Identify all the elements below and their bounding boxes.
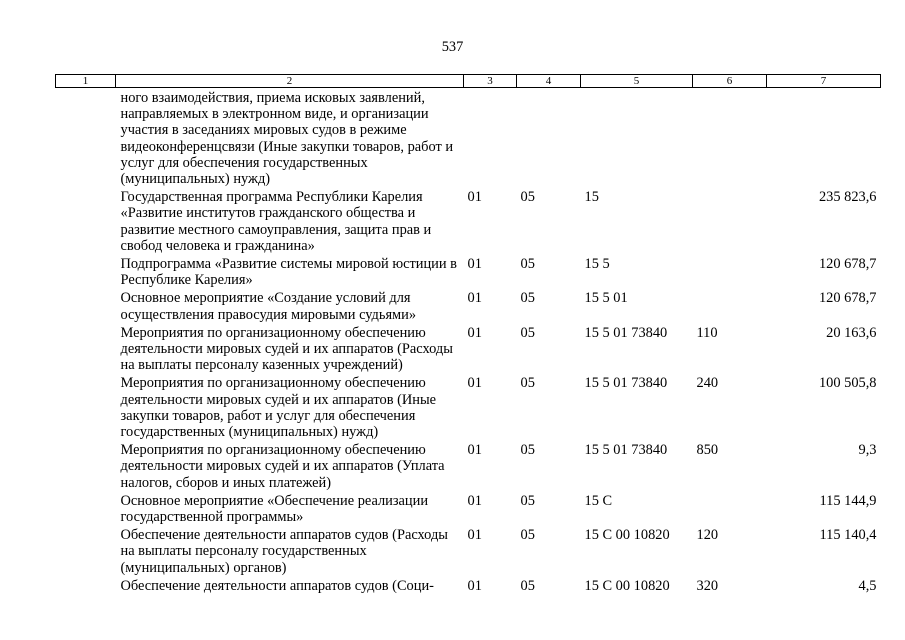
cell-subsection: 05 bbox=[520, 527, 535, 544]
cell-section: 01 bbox=[467, 290, 482, 307]
cell-subsection: 05 bbox=[520, 375, 535, 392]
cell-col-1 bbox=[56, 525, 116, 576]
cell-description: Государственная программа Республики Карелия «Развитие институтов гражданского общества и развитие местного самоуправления, защита прав и свобод человека и гражданина» bbox=[120, 189, 432, 254]
cell-expense-type bbox=[693, 254, 767, 288]
cell-expense-type bbox=[693, 187, 767, 254]
cell-amount: 120 678,7 bbox=[818, 256, 877, 273]
cell-expense-type bbox=[693, 491, 767, 525]
table-row bbox=[56, 323, 881, 374]
cell-amount: 115 144,9 bbox=[819, 492, 877, 509]
cell-col-1 bbox=[56, 323, 116, 374]
cell-description: Основное мероприятие «Обеспечение реализации государственной программы» bbox=[120, 492, 429, 526]
cell-target-item: 15 5 01 73840 bbox=[584, 442, 668, 459]
cell-section: 01 bbox=[467, 442, 482, 459]
header-col-3: 3 bbox=[464, 75, 517, 88]
cell-col-1 bbox=[56, 254, 116, 288]
cell-target-item: 15 5 01 73840 bbox=[584, 375, 668, 392]
cell-col-1 bbox=[56, 576, 116, 594]
cell-col-1 bbox=[56, 373, 116, 440]
cell-subsection bbox=[517, 88, 581, 188]
cell-expense-type: 110 bbox=[696, 324, 718, 341]
cell-description: Основное мероприятие «Создание условий для осуществления правосудия мировыми судьями» bbox=[120, 290, 417, 323]
cell-amount: 115 140,4 bbox=[819, 527, 877, 544]
table-row bbox=[56, 576, 881, 594]
table-row bbox=[56, 254, 881, 288]
cell-description: Мероприятия по организационному обеспечению деятельности мировых судей и их аппаратов (Иные закупки товаров, работ и услуг для обеспечения государственных (муниципальных) нужд) bbox=[120, 375, 437, 441]
cell-subsection: 05 bbox=[520, 442, 535, 459]
cell-description: Мероприятия по организационному обеспечению деятельности мировых судей и их аппаратов (Расходы на выплаты персоналу казенных учреждений) bbox=[120, 324, 453, 374]
cell-col-1 bbox=[56, 491, 116, 525]
cell-target-item bbox=[581, 88, 693, 188]
table-row bbox=[56, 525, 881, 576]
cell-amount: 20 163,6 bbox=[826, 324, 877, 341]
cell-expense-type: 120 bbox=[696, 527, 719, 544]
header-col-1: 1 bbox=[56, 75, 116, 88]
cell-target-item: 15 С bbox=[584, 492, 613, 509]
cell-section: 01 bbox=[467, 492, 482, 509]
cell-col-1 bbox=[56, 288, 116, 322]
cell-section: 01 bbox=[467, 577, 482, 594]
cell-amount bbox=[767, 88, 881, 188]
cell-amount: 120 678,7 bbox=[818, 290, 877, 307]
cell-subsection: 05 bbox=[520, 290, 535, 307]
table-row bbox=[56, 88, 881, 188]
cell-description: Мероприятия по организационному обеспечению деятельности мировых судей и их аппаратов (Уплата налогов, сборов и иных платежей) bbox=[120, 442, 445, 491]
cell-section: 01 bbox=[467, 324, 482, 341]
header-col-5: 5 bbox=[581, 75, 693, 88]
cell-section: 01 bbox=[467, 375, 482, 392]
table-row bbox=[56, 373, 881, 440]
cell-target-item: 15 5 01 bbox=[584, 290, 628, 307]
cell-subsection: 05 bbox=[520, 256, 535, 273]
table-row bbox=[56, 491, 881, 525]
cell-expense-type: 850 bbox=[696, 442, 719, 459]
table-row bbox=[56, 288, 881, 322]
cell-description: Обеспечение деятельности аппаратов судов (Соци- bbox=[120, 577, 434, 594]
cell-amount: 235 823,6 bbox=[818, 189, 877, 206]
cell-subsection: 05 bbox=[520, 492, 535, 509]
table-row bbox=[56, 440, 881, 491]
table-row bbox=[56, 187, 881, 254]
cell-target-item: 15 5 01 73840 bbox=[584, 324, 668, 341]
table-body bbox=[56, 88, 881, 595]
cell-col-1 bbox=[56, 187, 116, 254]
cell-amount: 100 505,8 bbox=[818, 375, 877, 392]
budget-table bbox=[55, 74, 881, 594]
column-number-header bbox=[56, 75, 881, 88]
cell-description: Обеспечение деятельности аппаратов судов (Расходы на выплаты персоналу государственных (муниципальных) органов) bbox=[120, 527, 448, 576]
cell-section: 01 bbox=[467, 527, 482, 544]
cell-subsection: 05 bbox=[520, 324, 535, 341]
cell-expense-type: 320 bbox=[696, 577, 719, 594]
cell-expense-type bbox=[693, 288, 767, 322]
header-col-7: 7 bbox=[767, 75, 881, 88]
cell-target-item: 15 С 00 10820 bbox=[584, 527, 670, 544]
header-col-6: 6 bbox=[693, 75, 767, 88]
header-col-2: 2 bbox=[116, 75, 464, 88]
cell-col-1 bbox=[56, 88, 116, 188]
cell-col-1 bbox=[56, 440, 116, 491]
cell-expense-type: 240 bbox=[696, 375, 719, 392]
cell-section: 01 bbox=[467, 189, 482, 206]
page-number: 537 bbox=[441, 39, 464, 55]
cell-section: 01 bbox=[467, 256, 482, 273]
cell-target-item: 15 bbox=[584, 189, 599, 206]
cell-target-item: 15 5 bbox=[584, 256, 610, 273]
cell-subsection: 05 bbox=[520, 577, 535, 594]
cell-expense-type bbox=[693, 88, 767, 188]
cell-amount: 9,3 bbox=[858, 442, 877, 459]
cell-description: Подпрограмма «Развитие системы мировой юстиции в Республике Карелия» bbox=[120, 256, 457, 289]
cell-amount: 4,5 bbox=[858, 577, 877, 594]
header-col-4: 4 bbox=[517, 75, 581, 88]
cell-target-item: 15 С 00 10820 bbox=[584, 577, 670, 594]
cell-description: ного взаимодействия, приема исковых заявлений, направляемых в электронном виде, и организации участия в заседаниях мировых судов в режиме видеоконференцсвязи (Иные закупки товаров, работ и услуг для обеспечения государственных (муниципальных) нужд) bbox=[120, 90, 454, 188]
cell-section bbox=[464, 88, 517, 188]
cell-subsection: 05 bbox=[520, 189, 535, 206]
